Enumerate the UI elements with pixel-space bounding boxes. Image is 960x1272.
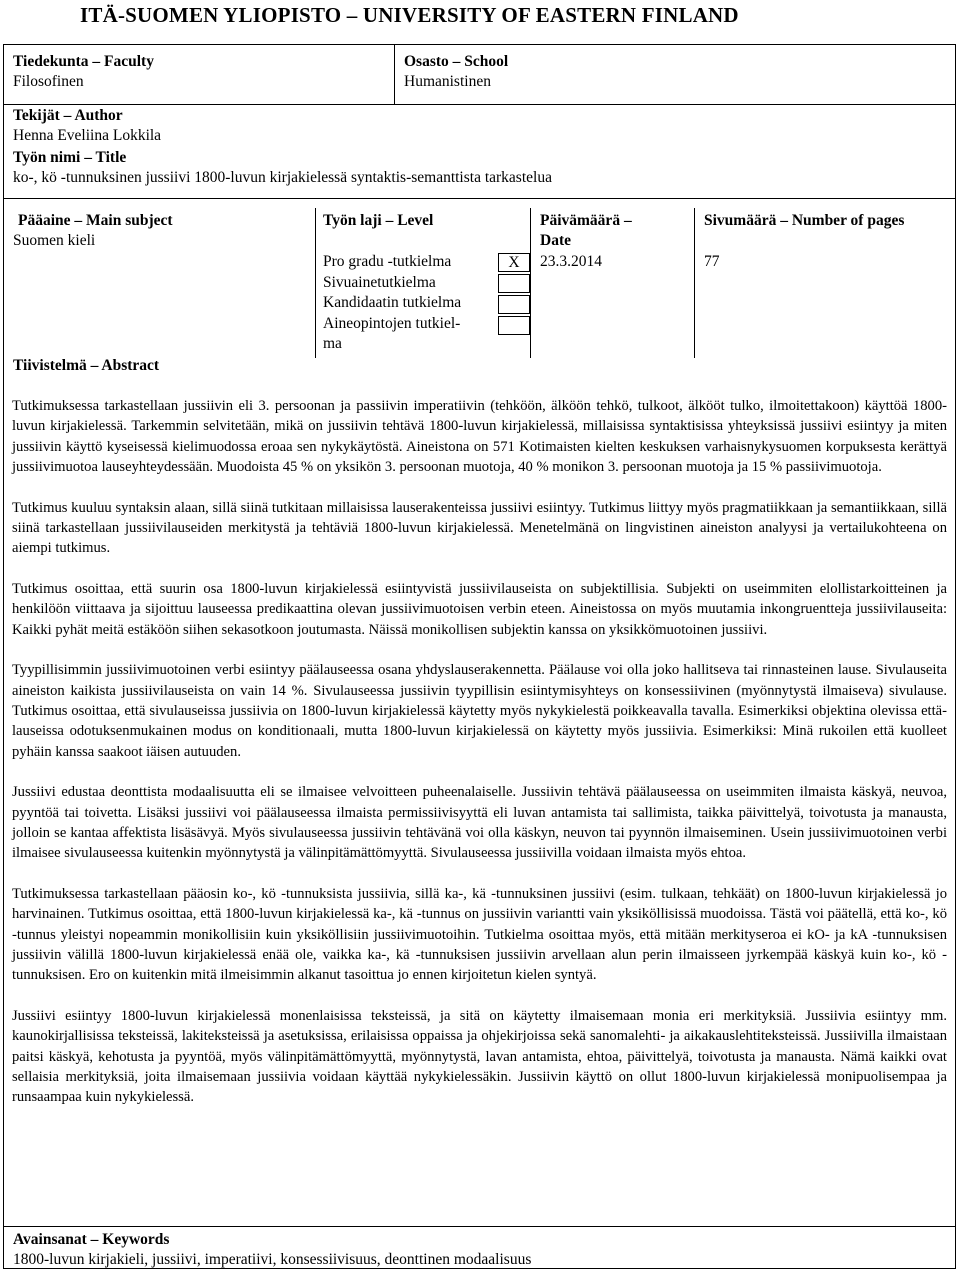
level-option-sivuaine: Sivuainetutkielma	[323, 274, 436, 291]
level-option-aineopinnot-cont: ma	[323, 335, 342, 352]
abstract-paragraph: Tutkimuksessa tarkastellaan pääosin ko-, kö -tunnuksista jussiivia, sillä ka-, kä -tunnuksinen jussiivi (esim. tulkaan, tehkäät) on 1800-luvun kirjakielessä jo harvinainen. Tutkimus osoittaa, että 1800-luvun kirjakielessä ka-, kä -tunnus on jussiivin variantti vain yksiköllisissä muodoissa. Tästä voi päätellä, että ko-, kö -tunnus yleistyi nopeammin monikollisiin kuin yksiköllisiin jussiivimuotoihin. Tutkielma osoittaa myös, että mitään merkityseroa ei kO- ja kA -tunnuksisen jussiivin välillä 1800-luvun kirjakielessä enää ole, vaikka ka-, kä -tunnuksisen jussiivin arvellaan alun perin ilmaisseen jyrkempää käskyä kuin ko-, kö -tunnuksisen. Ero on kuitenkin mitä ilmeisimmin alkanut tasoittua jo ennen kirjoitetun kielen syntyä.	[12, 886, 947, 984]
level-checkbox-kandidaatti[interactable]	[498, 295, 530, 314]
abstract-paragraph: Jussiivi edustaa deonttista modaalisuutta eli se ilmaisee velvoitteen puheenalaiselle. Jussiivin tehtävä päälauseessa on useimmiten ilmaista käskyä, neuvoa, pyyntöä tai toivetta. Lisäksi jussiivi voi päälauseessa ilmaista permissiivisyyttä eli luvan antamista tai sallimista, taikka päivittelyä, toivotusta ja manausta, jolloin se kantaa affektista lisäsävyä. Myös sivulauseessa jussiivin tehtävänä voi olla käskyn, neuvon tai pyynnön ilmaiseminen. Usein jussiivimuotoinen verbi ilmaisee sivulauseessa kuitenkin myönnytystä ja välinpitämättömyyttä. Sivulauseessa jussiivilla voidaan ilmaista myös ehtoa.	[12, 784, 947, 862]
title-label: Työn nimi – Title	[13, 149, 127, 166]
faculty-label: Tiedekunta – Faculty	[13, 53, 154, 70]
faculty-value: Filosofinen	[13, 73, 84, 90]
level-label: Työn laji – Level	[323, 212, 434, 229]
author-label: Tekijät – Author	[13, 107, 123, 124]
keywords-label: Avainsanat – Keywords	[13, 1231, 170, 1248]
pages-label: Sivumäärä – Number of pages	[704, 212, 905, 229]
level-checkbox-pro-gradu[interactable]: X	[498, 253, 530, 272]
abstract-paragraph: Jussiivi esiintyy 1800-luvun kirjakielessä monenlaisissa teksteissä, ja sitä on käytetty ilmaisemaan monia eri merkityksiä. Jussiivia esiintyy mm. kaunokirjallisissa teksteissä, lakiteksteissä ja asetuksissa, erilaisissa oppaissa ja ohjekirjoissa sekä sanomalehti- ja aikakauslehtiteksteissä. Jussiivilla ilmaistaan paitsi käskyä, kehotusta ja pyyntöä, myös välinpitämättömyyttä, myönnytystä, lavan antamista, ehtoa, päivittelyä, toivotusta ja manausta. Nämä kaikki ovat sellaisia merkityksiä, joita ilmaisemaan jussiivia voidaan käyttää nykykielessäkin. Jussiivin käyttö on ollut 1800-luvun kirjakielessä monipuolisempaa ja runsaampaa kuin nykykielessä.	[12, 1008, 947, 1106]
abstract-paragraph: Tutkimus kuuluu syntaksin alaan, sillä siinä tutkitaan millaisissa lauserakenteissa jussiivi esiintyy. Tutkimus liittyy myös pragmatiikkaan ja semantiikkaan, sillä siinä tarkastellaan jussiivilauseiden merkitystä ja tehtäviä 1800-luvun kirjakielessä. Menetelmänä on lingvistinen aineiston analyysi ja vertailukohteena on aiempi tutkimus.	[12, 499, 947, 557]
subject-label: Pääaine – Main subject	[18, 212, 173, 229]
row-divider-2	[3, 198, 956, 199]
subject-level-divider	[315, 208, 316, 358]
level-checkbox-aineopinnot[interactable]	[498, 316, 530, 335]
abstract-paragraph: Tutkimus osoittaa, että suurin osa 1800-luvun kirjakielessä esiintyvistä jussiivilauseista on subjektillisia. Subjekti on useimmiten elollistarkoitteinen ja henkilöön viittaava ja sijoittuu lauseessa predikaattina olevan jussiivimuotoisen verbin eteen. Aineistossa on myös muutamia inkongruentteja jussiivilauseita: Kaikki pyhät meitä estäköön siihen sekasotkoon joutumasta. Näissä monikollisen subjektin kanssa on yksikkömuotoinen jussiivi.	[12, 581, 947, 638]
university-header: ITÄ-SUOMEN YLIOPISTO – UNIVERSITY OF EASTERN FINLAND	[80, 3, 739, 27]
pages-value: 77	[704, 253, 720, 270]
level-option-kandidaatti: Kandidaatin tutkielma	[323, 294, 462, 311]
row-divider-1	[3, 104, 956, 105]
subject-value: Suomen kieli	[13, 232, 96, 249]
author-value: Henna Eveliina Lokkila	[13, 127, 162, 144]
date-pages-divider	[694, 208, 695, 358]
level-checkbox-sivuaine[interactable]	[498, 274, 530, 293]
keywords-value: 1800-luvun kirjakieli, jussiivi, imperatiivi, konsessiivisuus, deonttinen modaalisuus	[13, 1251, 532, 1268]
abstract-paragraph: Tyypillisimmin jussiivimuotoinen verbi esiintyy päälauseessa osana yhdyslauserakennetta. Päälause voi olla joko hallitseva tai rinnasteinen lause. Sivulauseita aineiston kaikista jussiivilauseista on vain 14 %. Sivulauseessa jussiivin tyypillisin esiintymisyhteys on konsessiivinen (myönnytystä ilmaiseva) sivulause. Tutkimus osoittaa, että sivulauseissa jussiivia on 1800-luvun kirjakielessä käytetty myös nykykielestä poikkeavalla tavalla. Esimerkiksi objektina olevissa että-lauseissa odotuksenmukainen modus on konditionaali, mutta 1800-luvun kirjakielessä on käytetty myös jussiivia. Esimerkiksi: Minä rukoilen että kuolleet pyhäin kanssa saakoot iäisen autuuden.	[12, 662, 947, 760]
school-label: Osasto – School	[404, 53, 509, 70]
level-option-pro-gradu: Pro gradu -tutkielma	[323, 253, 452, 270]
level-option-aineopinnot: Aineopintojen tutkiel-	[323, 315, 461, 332]
abstract-body	[12, 396, 947, 1108]
date-label-en: Date	[540, 232, 571, 249]
faculty-school-divider	[394, 44, 395, 104]
keywords-divider	[3, 1226, 956, 1227]
date-value: 23.3.2014	[540, 253, 602, 270]
abstract-label: Tiivistelmä – Abstract	[13, 357, 160, 374]
date-label: Päivämäärä –	[540, 212, 632, 229]
level-date-divider	[530, 208, 531, 358]
title-value: ko-, kö -tunnuksinen jussiivi 1800-luvun kirjakielessä syntaktis-semanttista tarkastelua	[13, 169, 552, 186]
school-value: Humanistinen	[404, 73, 491, 90]
abstract-paragraph: Tutkimuksessa tarkastellaan jussiivin eli 3. persoonan ja passiivin imperatiivin (tehköön, älköön tehkö, tulkoot, älkööt tulko, ilmoitettakoon) käyttöä 1800-luvun kirjakielessä. Tarkemmin selvitetään, mikä on jussiivin tehtävä 1800-luvun kirjakielessä, millaisissa syntaktisissa yhteyksissä jussiivi esiintyy ja miten jussiivin käyttö kyseisessä kielimuodossa eroaa sen nykykäytöstä. Aineistona on 571 Kotimaisten kielten keskuksen varhaisnykysuomen korpuksesta kerättyä jussiivimuotoa lauseyhteydessään. Muodoista 45 % on yksikön 3. persoonan muotoja, 40 % monikon 3. persoonan muotoja ja 15 % passiivimuotoja.	[12, 398, 947, 475]
